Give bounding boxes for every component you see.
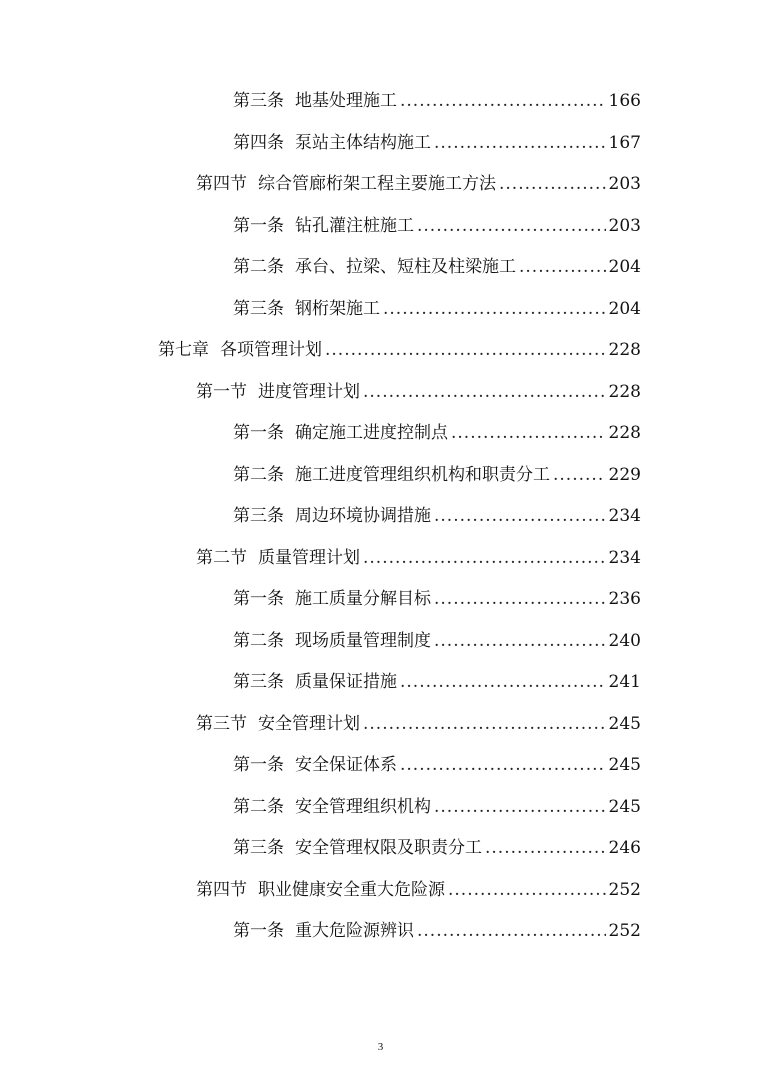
toc-entry-number: 第四条 <box>233 132 284 153</box>
toc-entry-page: 229 <box>608 464 641 485</box>
toc-dot-leader <box>400 754 606 776</box>
toc-entry-number: 第一条 <box>233 921 284 941</box>
toc-entry <box>233 671 641 693</box>
toc-entry-page: 252 <box>608 921 641 941</box>
toc-entry-title: 进度管理计划 <box>258 381 360 402</box>
toc-entry <box>233 298 641 320</box>
toc-entry-title: 周边环境协调措施 <box>295 506 431 526</box>
toc-entry-number: 第二条 <box>233 464 284 485</box>
toc-entry-number: 第一条 <box>233 589 284 609</box>
toc-entry-page: 166 <box>608 91 641 111</box>
toc-dot-leader <box>363 713 606 735</box>
toc-dot-leader <box>553 464 606 486</box>
toc-entry-number: 第一节 <box>196 381 247 402</box>
toc-entry-number: 第三节 <box>196 713 247 734</box>
toc-entry-title: 施工进度管理组织机构和职责分工 <box>295 464 550 485</box>
toc-entry-page: 245 <box>608 755 641 775</box>
toc-entry-title: 职业健康安全重大危险源 <box>258 879 445 900</box>
toc-entry-title: 现场质量管理制度 <box>295 630 431 651</box>
toc-dot-leader <box>434 796 606 818</box>
toc-dot-leader <box>383 298 606 320</box>
toc-dot-leader <box>363 547 606 569</box>
toc-dot-leader <box>434 132 606 154</box>
toc-entry <box>233 588 641 610</box>
toc-entry-page: 228 <box>608 381 641 402</box>
toc-entry <box>233 837 641 859</box>
toc-entry-title: 质量管理计划 <box>258 547 360 568</box>
toc-entry-title: 施工质量分解目标 <box>295 589 431 609</box>
toc-dot-leader <box>400 90 606 112</box>
toc-entry-title: 泵站主体结构施工 <box>295 132 431 153</box>
toc-entry-page: 240 <box>608 630 641 651</box>
toc-entry-title: 重大危险源辨识 <box>295 921 414 941</box>
toc-dot-leader <box>434 588 606 610</box>
toc-entry-number: 第七章 <box>158 340 209 360</box>
toc-entry <box>233 132 641 154</box>
toc-entry <box>233 505 641 527</box>
toc-entry <box>233 796 641 818</box>
toc-entry-title: 质量保证措施 <box>295 672 397 692</box>
toc-entry-page: 167 <box>608 132 641 153</box>
toc-entry-number: 第三条 <box>233 506 284 526</box>
toc-entry-title: 地基处理施工 <box>295 91 397 111</box>
toc-dot-leader <box>451 422 606 444</box>
toc-dot-leader <box>434 505 606 527</box>
toc-entry <box>196 879 641 901</box>
toc-entry-title: 综合管廊桁架工程主要施工方法 <box>258 174 496 194</box>
toc-dot-leader <box>434 630 606 652</box>
toc-entry-title: 安全保证体系 <box>295 755 397 775</box>
toc-entry-number: 第四节 <box>196 879 247 900</box>
toc-entry-page: 245 <box>608 713 641 734</box>
toc-entry-page: 228 <box>608 340 641 360</box>
toc-entry <box>196 381 641 403</box>
toc-dot-leader <box>363 381 606 403</box>
toc-entry-number: 第一条 <box>233 755 284 775</box>
toc-entry-page: 245 <box>608 796 641 817</box>
toc-entry-number: 第二条 <box>233 796 284 817</box>
toc-dot-leader <box>499 173 606 195</box>
toc-dot-leader <box>400 671 606 693</box>
toc-entry <box>233 630 641 652</box>
toc-dot-leader <box>485 837 606 859</box>
toc-entry-title: 各项管理计划 <box>220 340 322 360</box>
toc-dot-leader <box>519 256 606 278</box>
toc-entry-number: 第二条 <box>233 630 284 651</box>
toc-entry-number: 第二节 <box>196 547 247 568</box>
toc-entry-number: 第三条 <box>233 298 284 319</box>
toc-entry <box>233 90 641 112</box>
toc-entry-number: 第二条 <box>233 257 284 277</box>
toc-entry <box>158 339 641 361</box>
toc-dot-leader <box>325 339 606 361</box>
toc-entry-page: 204 <box>608 298 641 319</box>
toc-entry <box>196 173 641 195</box>
toc-entry <box>233 256 641 278</box>
toc-entry-title: 安全管理组织机构 <box>295 796 431 817</box>
toc-entry-page: 252 <box>608 879 641 900</box>
toc-entry-title: 安全管理权限及职责分工 <box>295 838 482 858</box>
toc-entry <box>233 754 641 776</box>
toc-entry-page: 234 <box>608 547 641 568</box>
toc-entry-title: 承台、拉梁、短柱及柱梁施工 <box>295 257 516 277</box>
toc-entry <box>233 920 641 942</box>
toc-entry-page: 204 <box>608 257 641 277</box>
toc-entry-number: 第三条 <box>233 838 284 858</box>
toc-entry-number: 第三条 <box>233 91 284 111</box>
toc-entry <box>196 713 641 735</box>
toc-entry <box>233 464 641 486</box>
toc-entry-title: 确定施工进度控制点 <box>295 423 448 443</box>
toc-dot-leader <box>448 879 606 901</box>
toc-entry <box>233 215 641 237</box>
toc-entry <box>196 547 641 569</box>
toc-entry-title: 钻孔灌注桩施工 <box>295 215 414 236</box>
toc-entry-page: 246 <box>608 838 641 858</box>
toc-dot-leader <box>417 215 606 237</box>
toc-entry-number: 第四节 <box>196 174 247 194</box>
toc-entry-number: 第三条 <box>233 672 284 692</box>
toc-entry-page: 228 <box>608 423 641 443</box>
toc-entry-title: 钢桁架施工 <box>295 298 380 319</box>
toc-dot-leader <box>417 920 606 942</box>
toc-entry-page: 236 <box>608 589 641 609</box>
page-number: 3 <box>377 1041 384 1053</box>
toc-entry-page: 203 <box>608 215 641 236</box>
toc-entry-number: 第一条 <box>233 423 284 443</box>
toc-entry-page: 203 <box>608 174 641 194</box>
toc-entry-number: 第一条 <box>233 215 284 236</box>
toc-entry-page: 241 <box>608 672 641 692</box>
toc-entry-page: 234 <box>608 506 641 526</box>
toc-entry-title: 安全管理计划 <box>258 713 360 734</box>
toc-entry <box>233 422 641 444</box>
